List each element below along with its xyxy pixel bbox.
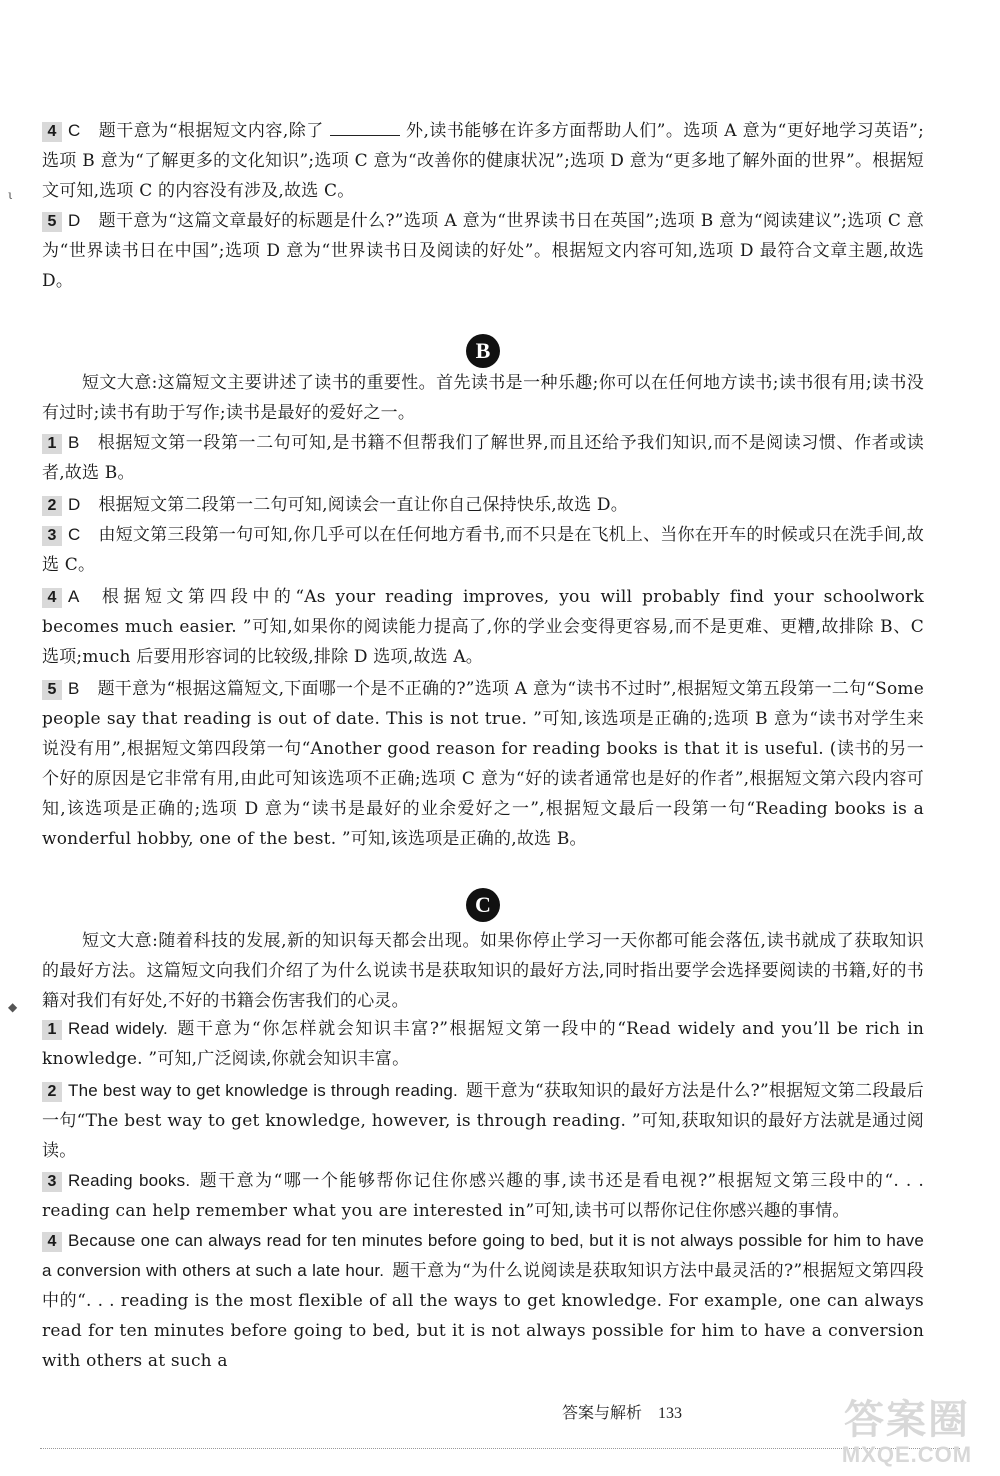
section-b-badge: B [466, 334, 500, 368]
section-b-q3 [42, 520, 924, 580]
fill-blank [330, 121, 400, 136]
section-b-q4 [42, 582, 924, 672]
answer-text: The best way to get knowledge is through reading. [68, 1081, 458, 1100]
watermark-line1: 答案圈 [844, 1398, 970, 1442]
answer-letter: D [68, 211, 81, 230]
explanation: 外,读书能够在许多方面帮助人们”。选项 A 意为“更好地学习英语”;选项 B 意为“了解更多的文化知识”;选项 C 意为“改善你的健康状况”;选项 D 意为“更多地了解外面的世界”。根据短文可知,选项 C 的内容没有涉及,故选 C。 [42, 121, 924, 201]
explanation: 题干意为“为什么说阅读是获取知识方法中最灵活的?”根据短文第四段中的“. . . reading is the most flexible of all the ways to get knowledge. For example, one can always read for ten minutes before going to bed, but it is not always possible for him to have a conversion with others at such a [42, 1261, 924, 1371]
watermark-line2: MXQE.COM [841, 1442, 973, 1467]
answer-letter: B [68, 679, 80, 698]
section-c-q2 [42, 1076, 924, 1166]
question-number: 4 [42, 1232, 62, 1252]
question-number: 2 [42, 496, 62, 516]
section-c-summary: 短文大意:随着科技的发展,新的知识每天都会出现。如果你停止学习一天你都可能会落伍,读书就成了获取知识的最好方法。这篇短文向我们介绍了为什么说读书是获取知识的最好方法,同时指出要学会选择要阅读的书籍,好的书籍对我们有好处,不好的书籍会伤害我们的心灵。 [42, 931, 924, 1011]
scan-mark: ι [8, 188, 13, 202]
section-a-q4 [42, 116, 924, 206]
explanation: 题干意为“根据短文内容,除了 [98, 121, 324, 141]
scan-mark: ◆ [8, 1000, 18, 1014]
explanation: 根据短文第二段第一二句可知,阅读会一直让你自己保持快乐,故选 D。 [98, 495, 628, 515]
page-number: 133 [658, 1405, 683, 1422]
page-footer [562, 1400, 682, 1423]
section-b-summary: 短文大意:这篇短文主要讲述了读书的重要性。首先读书是一种乐趣;你可以在任何地方读书;读书很有用;读书没有过时;读书有助于写作;读书是最好的爱好之一。 [42, 373, 924, 423]
question-number: 1 [42, 1020, 62, 1040]
question-number: 5 [42, 212, 62, 232]
watermark-logo [822, 1398, 992, 1472]
section-a-q5 [42, 206, 924, 296]
explanation: 题干意为“获取知识的最好方法是什么?”根据短文第二段最后一句“The best way to get knowledge, however, is through reading. ”可知,获取知识的最好方法就是通过阅读。 [42, 1081, 924, 1161]
explanation: 题干意为“你怎样就会知识丰富?”根据短文第一段中的“Read widely and you’ll be rich in knowledge. ”可知,广泛阅读,你就会知识丰富。 [42, 1019, 924, 1069]
question-number: 4 [42, 122, 62, 142]
question-number: 3 [42, 526, 62, 546]
section-c-q4 [42, 1226, 924, 1376]
answer-letter: C [68, 525, 81, 544]
section-c-q1 [42, 1014, 924, 1074]
section-b-q1 [42, 428, 924, 488]
explanation: 根据短文第一段第一二句可知,是书籍不但帮我们了解世界,而且还给予我们知识,而不是阅读习惯、作者或读者,故选 B。 [42, 433, 924, 483]
section-c-badge: C [466, 888, 500, 922]
explanation: 题干意为“根据这篇短文,下面哪一个是不正确的?”选项 A 意为“读书不过时”,根据短文第五段第一二句“Some people say that reading is out of date. This is not true. ”可知,该选项是正确的;选项 B 意为“读书对学生来说没有用”,根据短文第四段第一句“Another good reason for reading books is that it is useful. (读书的另一个好的原因是它非常有用,由此可知该选项不正确;选项 C 意为“好的读者通常也是好的作者”,根据短文第六段内容可知,该选项是正确的;选项 D 意为“读书是最好的业余爱好之一”,根据短文最后一段第一句“Reading books is a wonderful hobby, one of the best. ”可知,该选项是正确的,故选 B。 [42, 679, 924, 849]
question-number: 4 [42, 588, 62, 608]
question-number: 5 [42, 680, 62, 700]
answer-letter: A [68, 587, 80, 606]
explanation: 由短文第三段第一句可知,你几乎可以在任何地方看书,而不只是在飞机上、当你在开车的时候或只在洗手间,故选 C。 [42, 525, 924, 575]
explanation: 题干意为“这篇文章最好的标题是什么?”选项 A 意为“世界读书日在英国”;选项 B 意为“阅读建议”;选项 C 意为“世界读书日在中国”;选项 D 意为“世界读书日及阅读的好处”。根据短文内容可知,选项 D 最符合文章主题,故选 D。 [42, 211, 925, 291]
question-number: 2 [42, 1082, 62, 1102]
section-b-q2 [42, 490, 924, 520]
answer-letter: B [68, 433, 80, 452]
answer-text: Because one can always read for ten minutes before going to bed, but it is not always possible for him to have a conversion with others at such a late hour. [42, 1231, 924, 1280]
answer-text: Reading books. [68, 1171, 191, 1190]
section-b-q5 [42, 674, 924, 854]
explanation: 根据短文第四段中的“As your reading improves, you will probably find your schoolwork becomes much easier. ”可知,如果你的阅读能力提高了,你的学业会变得更容易,而不是更难、更糟,故排除 B、C 选项;much 后要用形容词的比较级,排除 D 选项,故选 A。 [42, 587, 924, 667]
answer-text: Read widely. [68, 1019, 168, 1038]
footer-label: 答案与解析 [562, 1403, 643, 1422]
answer-letter: C [68, 121, 81, 140]
section-c-q3 [42, 1166, 924, 1226]
explanation: 题干意为“哪一个能够帮你记住你感兴趣的事,读书还是看电视?”根据短文第三段中的“. . . reading can help remember what you are interested in”可知,读书可以帮你记住你感兴趣的事情。 [42, 1171, 925, 1221]
question-number: 3 [42, 1172, 62, 1192]
question-number: 1 [42, 434, 62, 454]
answer-letter: D [68, 495, 81, 514]
